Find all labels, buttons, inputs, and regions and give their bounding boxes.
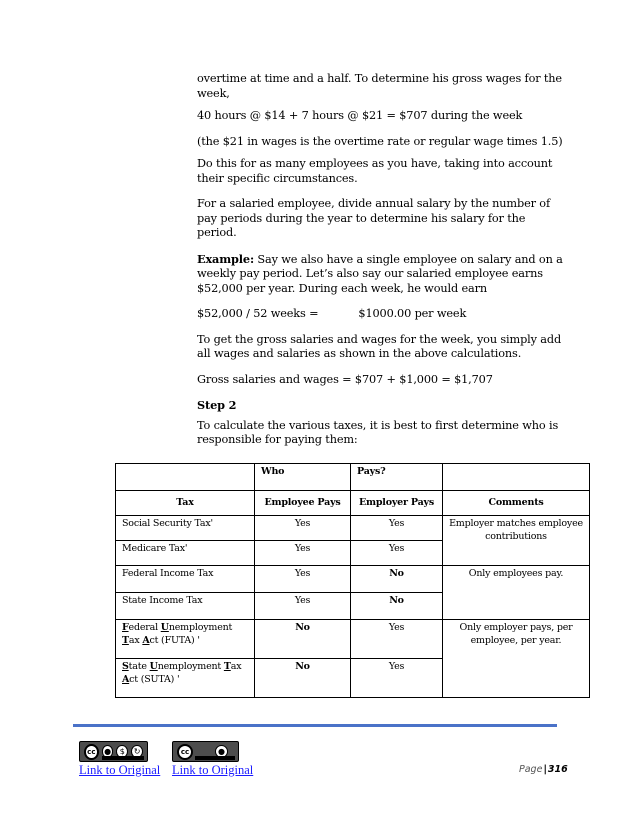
- tax-name: Medicare Tax': [116, 541, 255, 566]
- employer-pays: Yes: [351, 620, 443, 659]
- page-number: [519, 764, 568, 775]
- comment-cell: Employer matches employee contributions: [443, 516, 590, 566]
- page-body: [197, 72, 567, 459]
- example-text: Say we also have a single employee on salary and on a weekly pay period. Let’s also say our salaried employee earns $52,000 per year. During each week, he would earn: [197, 252, 563, 295]
- column-header-comments: Comments: [443, 491, 590, 516]
- share-alike-icon: ↻: [131, 745, 143, 758]
- page-label: Page: [519, 764, 543, 775]
- tax-name: State Income Tax: [116, 593, 255, 620]
- comment-cell: Only employees pay.: [443, 566, 590, 620]
- salary-calc-left: $52,000 / 52 weeks =: [197, 307, 319, 320]
- table-cell: [116, 464, 255, 491]
- link-to-original-1[interactable]: Link to Original: [79, 763, 161, 777]
- table-cell: [443, 464, 590, 491]
- example-label: Example:: [197, 251, 254, 266]
- table-row: [116, 620, 590, 659]
- page-number-value: 316: [547, 764, 568, 775]
- page-separator: |: [543, 764, 547, 775]
- paragraph-wage-calc: 40 hours @ $14 + 7 hours @ $21 = $707 during the week: [197, 109, 523, 122]
- employer-pays: Yes: [351, 516, 443, 541]
- creative-commons-icon: cc: [177, 744, 193, 760]
- step-heading: Step 2: [197, 398, 237, 412]
- pays-cell: Pays?: [351, 464, 443, 491]
- employer-pays: No: [351, 566, 443, 593]
- column-header-employer: Employer Pays: [351, 491, 443, 516]
- tax-responsibility-table: [115, 463, 590, 698]
- comment-cell: Only employer pays, per employee, per year.: [443, 620, 590, 698]
- employer-pays: No: [351, 593, 443, 620]
- footer-divider: [73, 724, 557, 727]
- paragraph-taxes-intro: To calculate the various taxes, it is best to first determine who is responsible for paying them:: [197, 418, 559, 446]
- employee-pays: Yes: [255, 593, 351, 620]
- who-cell: Who: [255, 464, 351, 491]
- paragraph-employees: Do this for as many employees as you have, taking into account their specific circumstances.: [197, 157, 553, 185]
- tax-name: Federal Unemployment Tax Act (FUTA) ': [116, 620, 255, 659]
- cc-by-badge[interactable]: [172, 741, 239, 762]
- noncommercial-icon: $: [116, 745, 128, 758]
- person-icon: ●: [215, 745, 228, 758]
- cc-by-nc-sa-badge[interactable]: [79, 741, 148, 762]
- employee-pays: No: [255, 620, 351, 659]
- creative-commons-icon: cc: [84, 744, 99, 760]
- link-to-original-2[interactable]: Link to Original: [172, 763, 254, 777]
- table-row: [116, 566, 590, 593]
- tax-name: State Unemployment Tax Act (SUTA) ': [116, 659, 255, 698]
- paragraph-salaried: For a salaried employee, divide annual salary by the number of pay periods during the year to determine his salary for the period.: [197, 197, 550, 239]
- salary-calc-right: $1000.00 per week: [358, 307, 467, 320]
- paragraph-salary-calc: [197, 307, 567, 322]
- column-header-tax: Tax: [116, 491, 255, 516]
- paragraph-gross: To get the gross salaries and wages for the week, you simply add all wages and salaries as shown in the above calculations.: [197, 332, 562, 360]
- employee-pays: Yes: [255, 516, 351, 541]
- paragraph-overtime: overtime at time and a half. To determine his gross wages for the week,: [197, 72, 562, 100]
- employer-pays: Yes: [351, 541, 443, 566]
- tax-name: Social Security Tax': [116, 516, 255, 541]
- employee-pays: No: [255, 659, 351, 698]
- tax-name: Federal Income Tax: [116, 566, 255, 593]
- table-row: [116, 464, 590, 491]
- person-icon: ●: [102, 745, 114, 758]
- column-header-employee: Employee Pays: [255, 491, 351, 516]
- paragraph-overtime-note: (the $21 in wages is the overtime rate or regular wage times 1.5): [197, 134, 563, 148]
- employee-pays: Yes: [255, 566, 351, 593]
- table-row: [116, 516, 590, 541]
- paragraph-example: [197, 252, 567, 297]
- paragraph-gross-total: Gross salaries and wages = $707 + $1,000 = $1,707: [197, 372, 493, 386]
- employer-pays: Yes: [351, 659, 443, 698]
- table-header-row: [116, 491, 590, 516]
- employee-pays: Yes: [255, 541, 351, 566]
